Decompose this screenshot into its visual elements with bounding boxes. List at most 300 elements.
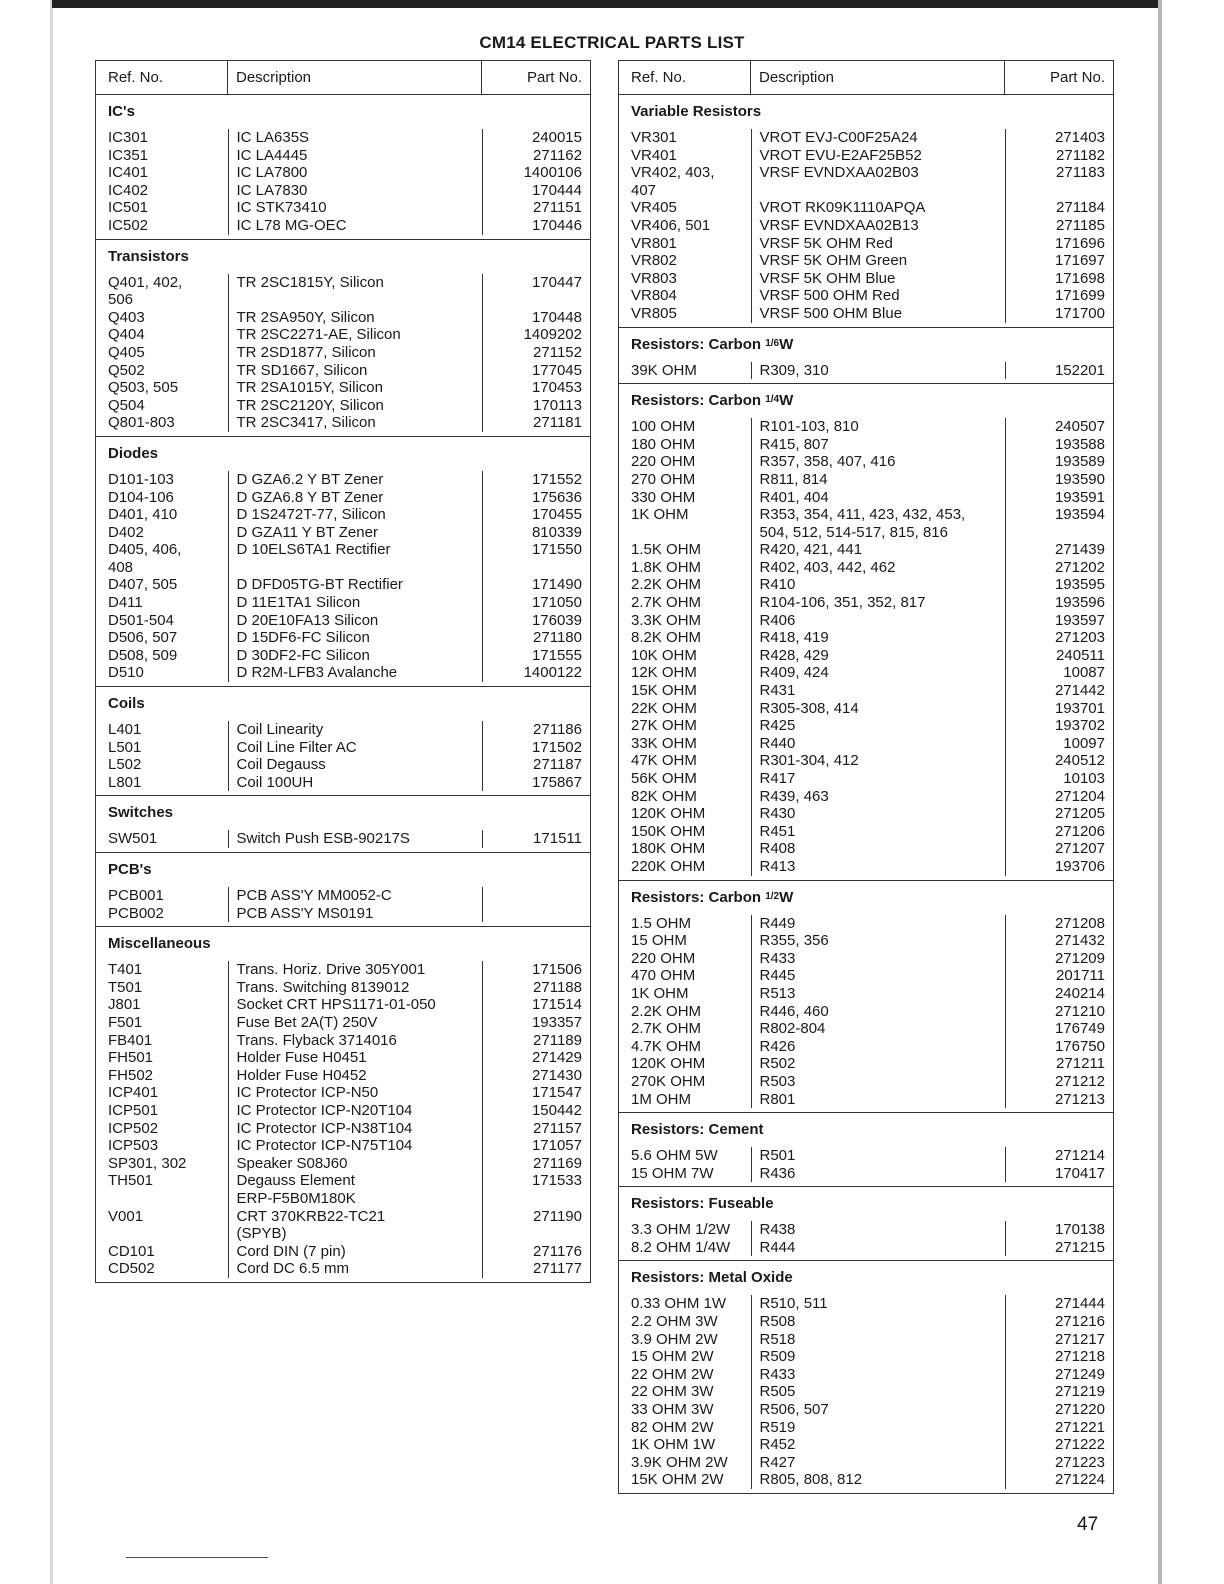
part-no: 171550 <box>482 541 590 576</box>
ref-no: VR406, 501 <box>631 216 711 234</box>
part-no: 271162 <box>482 147 590 165</box>
part-no: 171502 <box>482 739 590 757</box>
part-no: 10103 <box>1005 770 1113 788</box>
table-row <box>619 1091 1113 1109</box>
description: D R2M-LFB3 Avalanche <box>228 664 482 682</box>
description: VRSF 5K OHM Green <box>751 252 1005 270</box>
table-row <box>619 1331 1113 1349</box>
description: R418, 419 <box>751 629 1005 647</box>
table-row <box>619 1419 1113 1437</box>
ref-no: Q405 <box>108 343 145 361</box>
table-row <box>619 147 1113 165</box>
ref-no: D506, 507 <box>108 629 178 647</box>
description: R433 <box>751 950 1005 968</box>
table-row <box>619 1401 1113 1419</box>
parts-section <box>619 1113 1113 1187</box>
ref-no: D405, 406, 408 <box>108 541 182 576</box>
description: IC LA7800 <box>228 164 482 182</box>
table-row <box>619 1165 1113 1183</box>
description: IC STK73410 <box>228 199 482 217</box>
ref-no: VR402, 403, 407 <box>631 164 715 199</box>
table-row <box>619 305 1113 323</box>
ref-no: D501-504 <box>108 611 174 629</box>
description: R431 <box>751 682 1005 700</box>
parts-section <box>619 1187 1113 1261</box>
ref-no: 220K OHM <box>631 857 706 875</box>
scan-left-edge <box>50 0 53 1584</box>
part-no: 271430 <box>482 1067 590 1085</box>
table-row <box>96 756 590 774</box>
ref-no: FH502 <box>108 1066 154 1084</box>
section-title-fraction: 1/6 <box>765 337 780 349</box>
ref-no: ICP401 <box>108 1084 159 1102</box>
ref-no: CD101 <box>108 1242 155 1260</box>
description: VROT EVJ-C00F25A24 <box>751 129 1005 147</box>
description: TR 2SC2271-AE, Silicon <box>228 326 482 344</box>
table-row <box>96 489 590 507</box>
table-row <box>619 967 1113 985</box>
ref-no: 2.7K OHM <box>631 594 702 612</box>
section-title <box>619 1113 1113 1147</box>
ref-no: ICP503 <box>108 1137 159 1155</box>
ref-no: 8.2 OHM 1/4W <box>631 1238 731 1256</box>
ref-no: 15 OHM 7W <box>631 1164 714 1182</box>
part-no: 193595 <box>1005 576 1113 594</box>
description: IC Protector ICP-N75T104 <box>228 1137 482 1155</box>
table-row <box>96 1049 590 1067</box>
table-row <box>619 418 1113 436</box>
description: R413 <box>751 858 1005 876</box>
description: Socket CRT HPS1171-01-050 <box>228 996 482 1014</box>
section-title <box>96 927 590 961</box>
table-row <box>96 830 590 848</box>
part-no: 271219 <box>1005 1383 1113 1401</box>
ref-no: J801 <box>108 996 141 1014</box>
description: D 10ELS6TA1 Rectifier <box>228 541 482 576</box>
description: R408 <box>751 840 1005 858</box>
description: R501 <box>751 1147 1005 1165</box>
part-no: 240512 <box>1005 752 1113 770</box>
part-no: 193702 <box>1005 717 1113 735</box>
section-title-text: Coils <box>108 695 145 713</box>
table-row <box>619 287 1113 305</box>
table-row <box>96 1137 590 1155</box>
description: R401, 404 <box>751 489 1005 507</box>
description: Trans. Flyback 3714016 <box>228 1032 482 1050</box>
ref-no: 120K OHM <box>631 1055 706 1073</box>
ref-no: 2.2 OHM 3W <box>631 1313 718 1331</box>
ref-no: Q404 <box>108 326 145 344</box>
header-ref: Ref. No. <box>96 61 228 94</box>
ref-no: L801 <box>108 773 142 791</box>
section-title-unit: W <box>779 888 794 906</box>
table-row <box>619 235 1113 253</box>
part-no: 193588 <box>1005 436 1113 454</box>
description: R353, 354, 411, 423, 432, 453, 504, 512, 514-517, 815, 816 <box>751 506 1005 541</box>
ref-no: 270K OHM <box>631 1072 706 1090</box>
section-title <box>96 95 590 129</box>
parts-section <box>96 796 590 853</box>
part-no: 271207 <box>1005 840 1113 858</box>
description: R513 <box>751 985 1005 1003</box>
ref-no: 39K OHM <box>631 361 697 379</box>
part-no: 171533 <box>482 1172 590 1207</box>
ref-no: VR401 <box>631 146 677 164</box>
section-title <box>619 1261 1113 1295</box>
table-row <box>619 129 1113 147</box>
part-no: 170113 <box>482 397 590 415</box>
table-row <box>96 1208 590 1243</box>
part-no: 171050 <box>482 594 590 612</box>
description: R444 <box>751 1239 1005 1257</box>
part-no: 152201 <box>1005 362 1113 380</box>
ref-no: IC401 <box>108 164 149 182</box>
table-row <box>96 1084 590 1102</box>
description: R508 <box>751 1313 1005 1331</box>
ref-no: D402 <box>108 523 144 541</box>
parts-rows <box>619 1295 1113 1489</box>
part-no: 271217 <box>1005 1331 1113 1349</box>
table-row <box>619 436 1113 454</box>
ref-no: 1.8K OHM <box>631 558 702 576</box>
parts-section <box>96 853 590 927</box>
table-row <box>619 752 1113 770</box>
ref-no: 33K OHM <box>631 734 697 752</box>
ref-no: IC501 <box>108 199 149 217</box>
parts-rows <box>619 129 1113 323</box>
ref-no: Q502 <box>108 361 145 379</box>
ref-no: CD502 <box>108 1260 155 1278</box>
ref-no: SW501 <box>108 830 158 848</box>
header-desc: Description <box>228 61 482 94</box>
ref-no: 270 OHM <box>631 470 696 488</box>
ref-no: 10K OHM <box>631 646 697 664</box>
table-row <box>619 1366 1113 1384</box>
description: VRSF 500 OHM Red <box>751 287 1005 305</box>
table-row <box>619 1147 1113 1165</box>
description: R449 <box>751 915 1005 933</box>
description: R805, 808, 812 <box>751 1471 1005 1489</box>
table-row <box>619 1038 1113 1056</box>
description: R502 <box>751 1055 1005 1073</box>
table-row <box>619 664 1113 682</box>
part-no: 240214 <box>1005 985 1113 1003</box>
description: Coil Linearity <box>228 721 482 739</box>
description: D 15DF6-FC Silicon <box>228 629 482 647</box>
part-no: 240015 <box>482 129 590 147</box>
ref-no: 220 OHM <box>631 453 696 471</box>
part-no: 193701 <box>1005 700 1113 718</box>
description: R409, 424 <box>751 664 1005 682</box>
part-no: 271152 <box>482 344 590 362</box>
table-row <box>619 1436 1113 1454</box>
description: VRSF 500 OHM Blue <box>751 305 1005 323</box>
ref-no: 1.5K OHM <box>631 541 702 559</box>
description: D 20E10FA13 Silicon <box>228 612 482 630</box>
description: R446, 460 <box>751 1003 1005 1021</box>
part-no: 810339 <box>482 524 590 542</box>
ref-no: 1K OHM <box>631 506 689 524</box>
description: TR 2SC3417, Silicon <box>228 414 482 432</box>
table-row <box>96 905 590 923</box>
ref-no: Q504 <box>108 396 145 414</box>
ref-no: 22 OHM 3W <box>631 1383 714 1401</box>
part-no: 271204 <box>1005 788 1113 806</box>
table-row <box>619 788 1113 806</box>
ref-no: L501 <box>108 738 142 756</box>
table-row <box>96 576 590 594</box>
part-no <box>482 887 590 905</box>
part-no: 240511 <box>1005 647 1113 665</box>
description: Holder Fuse H0452 <box>228 1067 482 1085</box>
table-row <box>96 721 590 739</box>
ref-no: T501 <box>108 978 143 996</box>
description: D 30DF2-FC Silicon <box>228 647 482 665</box>
section-title <box>619 328 1113 362</box>
part-no: 171699 <box>1005 287 1113 305</box>
description: R436 <box>751 1165 1005 1183</box>
ref-no: D508, 509 <box>108 646 178 664</box>
part-no: 170453 <box>482 379 590 397</box>
ref-no: Q801-803 <box>108 414 175 432</box>
table-row <box>619 629 1113 647</box>
section-title <box>619 384 1113 418</box>
ref-no: VR405 <box>631 199 677 217</box>
description: TR SD1667, Silicon <box>228 362 482 380</box>
description: R801 <box>751 1091 1005 1109</box>
table-row <box>96 612 590 630</box>
table-row <box>619 576 1113 594</box>
part-no: 175867 <box>482 774 590 792</box>
section-title-text: Resistors: Carbon <box>631 392 766 410</box>
part-no: 1400122 <box>482 664 590 682</box>
table-row <box>96 471 590 489</box>
parts-section <box>619 328 1113 385</box>
description: PCB ASS'Y MS0191 <box>228 905 482 923</box>
part-no <box>482 905 590 923</box>
table-row <box>96 629 590 647</box>
part-no: 271211 <box>1005 1055 1113 1073</box>
description: R505 <box>751 1383 1005 1401</box>
parts-rows <box>619 418 1113 875</box>
ref-no: T401 <box>108 961 143 979</box>
table-row <box>96 979 590 997</box>
table-row <box>619 682 1113 700</box>
ref-no: 12K OHM <box>631 664 697 682</box>
ref-no: 1K OHM 1W <box>631 1436 716 1454</box>
part-no: 271181 <box>482 414 590 432</box>
part-no: 271214 <box>1005 1147 1113 1165</box>
ref-no: 3.3 OHM 1/2W <box>631 1221 731 1239</box>
ref-no: VR301 <box>631 129 677 146</box>
table-row <box>96 1032 590 1050</box>
description: TR 2SC1815Y, Silicon <box>228 274 482 309</box>
table-row <box>619 1313 1113 1331</box>
description: R415, 807 <box>751 436 1005 454</box>
description: R430 <box>751 805 1005 823</box>
ref-no: VR804 <box>631 287 677 305</box>
description: R402, 403, 442, 462 <box>751 559 1005 577</box>
table-row <box>96 362 590 380</box>
ref-no: D407, 505 <box>108 576 178 594</box>
ref-no: 4.7K OHM <box>631 1037 702 1055</box>
section-title <box>96 853 590 887</box>
section-title-text: Resistors: Cement <box>631 1121 764 1139</box>
ref-no: 2.2K OHM <box>631 1002 702 1020</box>
part-no: 171698 <box>1005 270 1113 288</box>
parts-rows <box>96 830 590 848</box>
description: R452 <box>751 1436 1005 1454</box>
description: R811, 814 <box>751 471 1005 489</box>
ref-no: 220 OHM <box>631 949 696 967</box>
table-row <box>96 1120 590 1138</box>
parts-rows <box>619 1147 1113 1182</box>
description: TR 2SA1015Y, Silicon <box>228 379 482 397</box>
description: IC LA4445 <box>228 147 482 165</box>
left-sections <box>96 95 590 1282</box>
table-row <box>619 164 1113 199</box>
part-no: 271221 <box>1005 1419 1113 1437</box>
parts-rows <box>96 129 590 235</box>
parts-section <box>96 927 590 1282</box>
parts-section <box>619 881 1113 1114</box>
page-title: CM14 ELECTRICAL PARTS LIST <box>479 33 745 52</box>
parts-section <box>619 1261 1113 1493</box>
section-title <box>96 437 590 471</box>
description: IC LA635S <box>228 129 482 147</box>
ref-no: 33 OHM 3W <box>631 1401 714 1419</box>
parts-rows <box>96 471 590 682</box>
table-row <box>96 594 590 612</box>
table-row <box>619 717 1113 735</box>
part-no: 193597 <box>1005 612 1113 630</box>
ref-no: 22 OHM 2W <box>631 1365 714 1383</box>
table-row <box>96 647 590 665</box>
part-no: 271202 <box>1005 559 1113 577</box>
table-row <box>619 1073 1113 1091</box>
description: VRSF 5K OHM Red <box>751 235 1005 253</box>
table-row <box>619 489 1113 507</box>
section-title-text: Resistors: Fuseable <box>631 1195 774 1213</box>
ref-no: FH501 <box>108 1049 154 1067</box>
table-row <box>619 1003 1113 1021</box>
table-row <box>619 612 1113 630</box>
table-row <box>619 805 1113 823</box>
ref-no: SP301, 302 <box>108 1154 187 1172</box>
description: Coil Line Filter AC <box>228 739 482 757</box>
part-no: 271429 <box>482 1049 590 1067</box>
table-row <box>96 344 590 362</box>
table-row <box>96 1014 590 1032</box>
footer-rule <box>126 1557 268 1558</box>
section-title <box>619 1187 1113 1221</box>
section-title-unit: W <box>779 392 794 410</box>
description: R433 <box>751 1366 1005 1384</box>
table-row <box>619 1239 1113 1257</box>
table-row <box>96 1260 590 1278</box>
part-no: 271189 <box>482 1032 590 1050</box>
ref-no: ICP501 <box>108 1101 159 1119</box>
part-no: 171552 <box>482 471 590 489</box>
part-no: 193357 <box>482 1014 590 1032</box>
table-row <box>96 397 590 415</box>
description: VRSF EVNDXAA02B03 <box>751 164 1005 199</box>
description: R101-103, 810 <box>751 418 1005 436</box>
description: R357, 358, 407, 416 <box>751 453 1005 471</box>
description: D GZA6.2 Y BT Zener <box>228 471 482 489</box>
table-row <box>96 1155 590 1173</box>
part-no: 271182 <box>1005 147 1113 165</box>
part-no: 1400106 <box>482 164 590 182</box>
header-desc: Description <box>751 61 1005 94</box>
part-no: 271224 <box>1005 1471 1113 1489</box>
description: R510, 511 <box>751 1295 1005 1313</box>
part-no: 271180 <box>482 629 590 647</box>
part-no: 271184 <box>1005 199 1113 217</box>
table-row <box>96 182 590 200</box>
description: Coil 100UH <box>228 774 482 792</box>
part-no: 240507 <box>1005 418 1113 436</box>
part-no: 171696 <box>1005 235 1113 253</box>
ref-no: VR805 <box>631 304 677 322</box>
ref-no: V001 <box>108 1207 144 1225</box>
ref-no: 15 OHM <box>631 932 687 950</box>
section-title-fraction: 1/4 <box>765 394 780 406</box>
section-title <box>96 687 590 721</box>
table-row <box>619 1055 1113 1073</box>
table-row <box>619 594 1113 612</box>
description: Degauss Element ERP-F5B0M180K <box>228 1172 482 1207</box>
part-no: 271210 <box>1005 1003 1113 1021</box>
table-row <box>619 217 1113 235</box>
parts-section <box>619 384 1113 880</box>
ref-no: 150K OHM <box>631 822 706 840</box>
part-no: 271442 <box>1005 682 1113 700</box>
section-title <box>619 95 1113 129</box>
description: R451 <box>751 823 1005 841</box>
ref-no: 0.33 OHM 1W <box>631 1295 727 1313</box>
table-row <box>619 1295 1113 1313</box>
part-no: 171700 <box>1005 305 1113 323</box>
part-no: 271444 <box>1005 1295 1113 1313</box>
description: Holder Fuse H0451 <box>228 1049 482 1067</box>
description: R440 <box>751 735 1005 753</box>
ref-no: 470 OHM <box>631 967 696 985</box>
part-no: 271432 <box>1005 932 1113 950</box>
description: Coil Degauss <box>228 756 482 774</box>
description: R428, 429 <box>751 647 1005 665</box>
ref-no: Q401, 402, 506 <box>108 273 183 309</box>
ref-no: Q503, 505 <box>108 379 179 397</box>
part-no: 171555 <box>482 647 590 665</box>
table-row <box>619 700 1113 718</box>
part-no: 171506 <box>482 961 590 979</box>
table-row <box>619 735 1113 753</box>
parts-rows <box>96 887 590 922</box>
section-title-text: Miscellaneous <box>108 935 211 953</box>
table-row <box>619 915 1113 933</box>
part-no: 170417 <box>1005 1165 1113 1183</box>
ref-no: F501 <box>108 1013 143 1031</box>
section-title-text: Resistors: Carbon <box>631 888 766 906</box>
table-row <box>619 1221 1113 1239</box>
part-no: 170446 <box>482 217 590 235</box>
description: R305-308, 414 <box>751 700 1005 718</box>
description: IC L78 MG-OEC <box>228 217 482 235</box>
section-title <box>96 796 590 830</box>
description: R427 <box>751 1454 1005 1472</box>
parts-section <box>96 240 590 437</box>
